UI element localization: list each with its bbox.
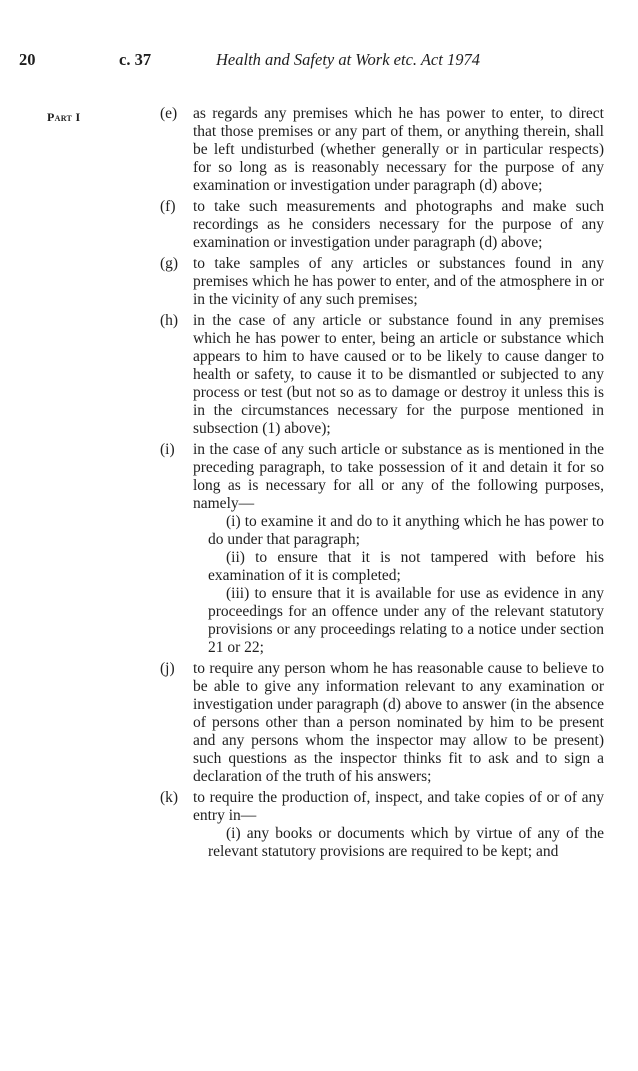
paragraph-g bbox=[160, 255, 604, 309]
paragraph-e bbox=[160, 105, 604, 195]
paragraph-text: to require the production of, inspect, and take copies of or of any entry in— bbox=[193, 789, 604, 824]
paragraph-label: (f) bbox=[160, 198, 176, 215]
paragraph-k bbox=[160, 789, 604, 861]
paragraph-label: (k) bbox=[160, 789, 179, 806]
subitem: (iii) to ensure that it is available for use as evidence in any proceedings for an offence under any of the relevant statutory provisions or any proceedings relating to a notice under section 21 or 22; bbox=[208, 585, 604, 656]
subitem: (i) to examine it and do to it anything which he has power to do under that paragraph; bbox=[208, 513, 604, 548]
paragraph-label: (j) bbox=[160, 660, 175, 677]
paragraph-label: (h) bbox=[160, 312, 179, 329]
paragraph-label: (e) bbox=[160, 105, 178, 122]
page-number: 20 bbox=[19, 50, 36, 69]
paragraph-label: (g) bbox=[160, 255, 179, 272]
paragraph-text: to take samples of any articles or substances found in any premises which he has power to enter, and of the atmosphere in or in the vicinity of any such premises; bbox=[193, 255, 604, 308]
paragraph-h bbox=[160, 312, 604, 438]
paragraph-text: to require any person whom he has reasonable cause to believe to be able to give any information relevant to any examination or investigation under paragraph (d) above to answer (in the absence of persons other than a person nominated by him to be present and any persons whom the inspector may allow to be present) such questions as the inspector thinks fit to ask and to sign a declaration of the truth of his answers; bbox=[193, 660, 604, 785]
paragraph-text: in the case of any article or substance found in any premises which he has power to enter, being an article or substance which appears to him to have caused or to be likely to cause danger to health or safety, to cause it to be dismantled or subjected to any process or test (but not so as to damage or destroy it unless this is in the circumstances necessary for the purpose mentioned in subsection (1) above); bbox=[193, 312, 604, 437]
paragraph-label: (i) bbox=[160, 441, 175, 458]
document-body bbox=[160, 105, 604, 864]
paragraph-j bbox=[160, 660, 604, 786]
subitem: (i) any books or documents which by virtue of any of the relevant statutory provisions are required to be kept; and bbox=[208, 825, 604, 860]
paragraph-text: to take such measurements and photographs and make such recordings as he considers necessary for the purpose of any examination or investigation under paragraph (d) above; bbox=[193, 198, 604, 251]
page-header bbox=[0, 50, 638, 72]
chapter-reference: c. 37 bbox=[119, 50, 152, 69]
subitem-list bbox=[193, 513, 604, 657]
paragraph-text: in the case of any such article or substance as is mentioned in the preceding paragraph, to take possession of it and detain it for so long as is necessary for all or any of the following purposes, namely— bbox=[193, 441, 604, 512]
subitem: (ii) to ensure that it is not tampered with before his examination of it is completed; bbox=[208, 549, 604, 584]
paragraph-f bbox=[160, 198, 604, 252]
paragraph-i bbox=[160, 441, 604, 657]
margin-note: Part I bbox=[47, 110, 81, 124]
subitem-list bbox=[193, 825, 604, 861]
act-title: Health and Safety at Work etc. Act 1974 bbox=[216, 50, 480, 69]
paragraph-text: as regards any premises which he has power to enter, to direct that those premises or any part of them, or anything therein, shall be left undisturbed (whether generally or in particular respects) for so long as is reasonably necessary for the purpose of any examination or investigation under paragraph (d) above; bbox=[193, 105, 604, 194]
